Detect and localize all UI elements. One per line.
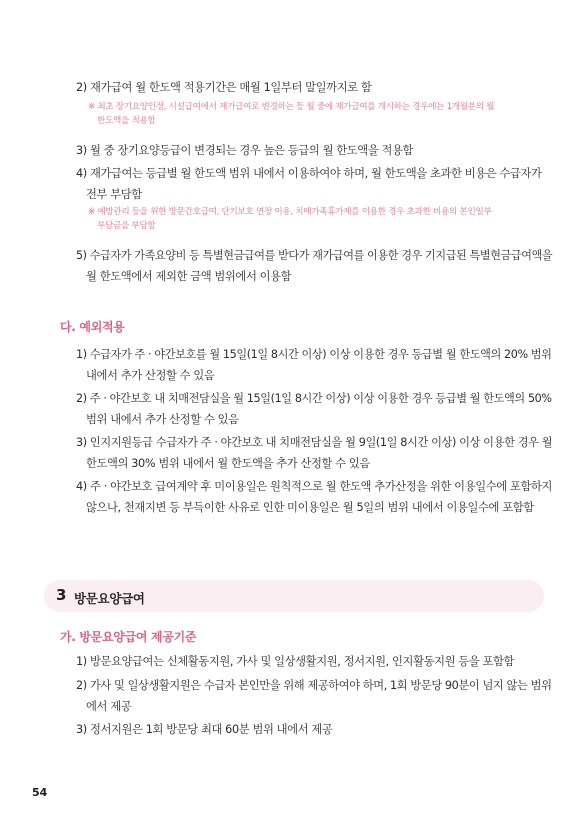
standards-heading: 가. 방문요양급여 제공기준 (60, 630, 197, 644)
limit-item-4-note: ※ 예방관리 등을 위한 방문간호급여, 단기보호 연장 이용, 치매가족휴가제를 이용한 경우 초과한 비용의 본인일부 (88, 207, 492, 217)
limit-item-4-cont: 전부 부담함 (86, 188, 142, 201)
standards-item-2-cont: 에서 제공 (86, 700, 132, 713)
limit-item-2-note: ※ 최초 장기요양인정, 시설급여에서 재가급여로 변경하는 등 월 중에 재가급여를 개시하는 경우에는 1개월분의 월 (88, 102, 495, 112)
exception-item-1-cont: 내에서 추가 산정할 수 있음 (86, 369, 215, 382)
limit-item-4-note-cont: 부담금을 부담함 (97, 221, 156, 231)
limit-item-2-note-cont: 한도액을 적용함 (97, 116, 156, 126)
exception-item-2: 2) 주 · 야간보호 내 치매전담실을 월 15일(1일 8시간 이상) 이상 이용한 경우 등급별 월 한도액의 50% (76, 392, 552, 405)
limit-item-4: 4) 재가급여는 등급별 월 한도액 범위 내에서 이용하여야 하며, 월 한도액을 초과한 비용은 수급자가 (76, 167, 542, 180)
standards-item-3: 3) 정서지원은 1회 방문당 최대 60분 범위 내에서 제공 (76, 723, 333, 736)
exception-item-1: 1) 수급자가 주 · 야간보호를 월 15일(1일 8시간 이상) 이상 이용한 경우 등급별 월 한도액의 20% 범위 (76, 348, 552, 361)
exception-item-4-cont: 않으나, 천재지변 등 부득이한 사유로 인한 미이용일은 월 5일의 범위 내에서 이용일수에 포함함 (86, 501, 534, 514)
exception-item-4: 4) 주 · 야간보호 급여계약 후 미이용일은 원칙적으로 월 한도액 추가산정을 위한 이용일수에 포함하지 (76, 480, 552, 493)
exception-item-2-cont: 범위 내에서 추가 산정할 수 있음 (86, 413, 239, 426)
standards-item-2: 2) 가사 및 일상생활지원은 수급자 본인만을 위해 제공하여야 하며, 1회 방문당 90분이 넘지 않는 범위 (76, 679, 552, 692)
section-title: 방문요양급여 (74, 591, 145, 606)
limit-item-5: 5) 수급자가 가족요양비 등 특별현금급여를 받다가 재가급여를 이용한 경우 기지급된 특별현금급여액을 (76, 249, 553, 262)
exception-heading: 다. 예외적용 (60, 320, 125, 334)
standards-item-1: 1) 방문요양급여는 신체활동지원, 가사 및 일상생활지원, 정서지원, 인지활동지원 등을 포함함 (76, 655, 515, 668)
limit-item-2: 2) 재가급여 월 한도액 적용기간은 매월 1일부터 말일까지로 함 (76, 81, 372, 94)
exception-item-3-cont: 한도액의 30% 범위 내에서 월 한도액을 추가 산정할 수 있음 (86, 457, 370, 470)
limit-item-5-cont: 월 한도액에서 제외한 금액 범위에서 이용함 (86, 270, 292, 283)
exception-item-3: 3) 인지지원등급 수급자가 주 · 야간보호 내 치매전담실을 월 9일(1일 8시간 이상) 이상 이용한 경우 월 (76, 436, 553, 449)
page-number: 54 (32, 786, 48, 799)
limit-item-3: 3) 월 중 장기요양등급이 변경되는 경우 높은 등급의 월 한도액을 적용함 (76, 144, 414, 157)
section-number: 3 (56, 586, 67, 604)
